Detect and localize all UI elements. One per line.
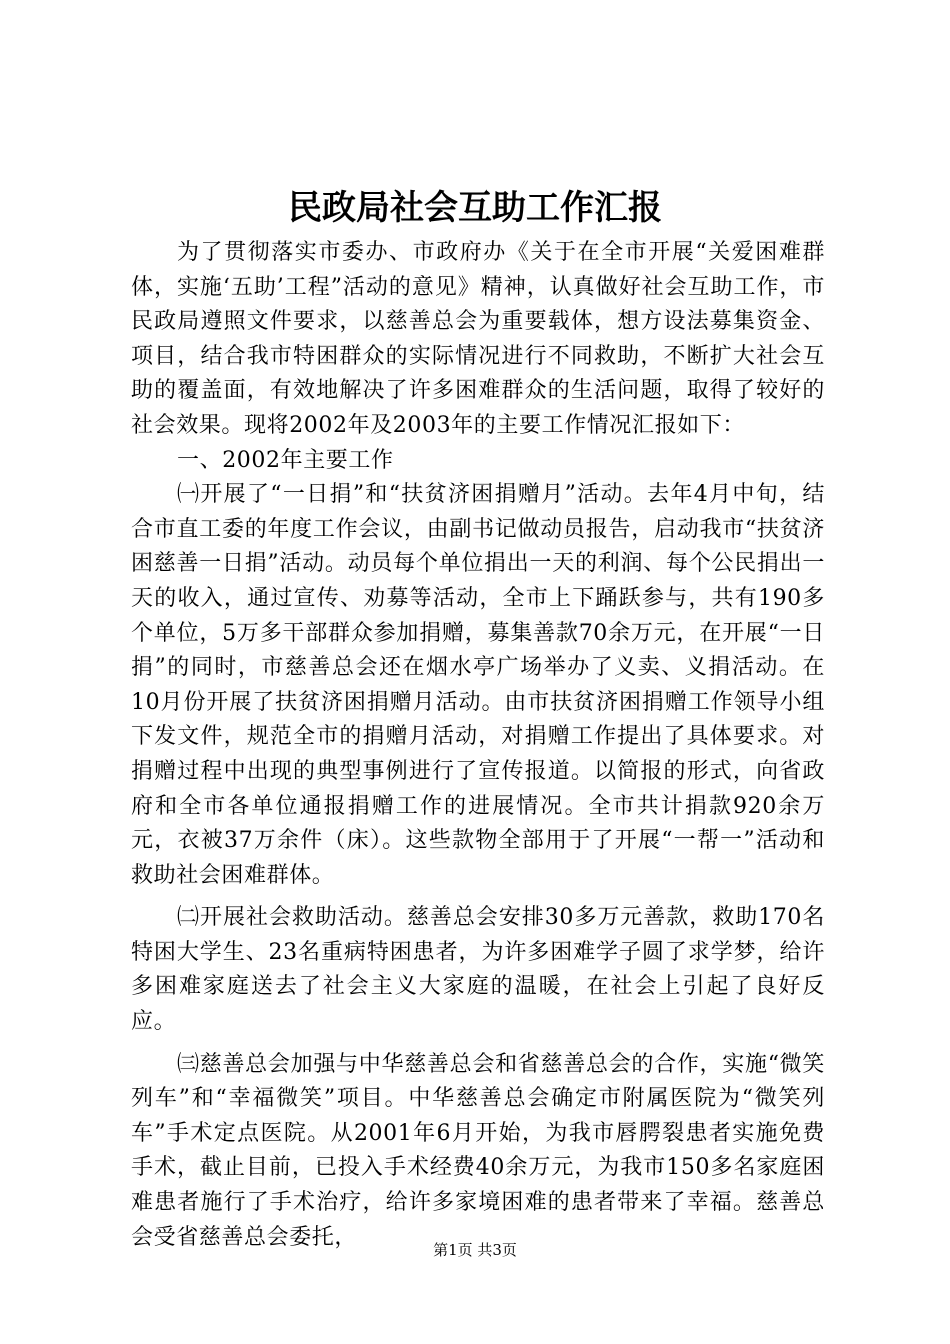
paragraph-1: ㈠开展了“一日捐”和“扶贫济困捐赠月”活动。去年4月中旬，结合市直工委的年度工作会议，由副书记做动员报告，启动我市“扶贫济困慈善一日捐”活动。动员每个单位捐出一天的利润、每个公民捐出一天的收入，通过宣传、劝募等活动，全市上下踊跃参与，共有190多个单位，5万多干部群众参加捐赠，募集善款70余万元，在开展“一日捐”的同时，市慈善总会还在烟水亭广场举办了义卖、义捐活动。在10月份开展了扶贫济困捐赠月活动。由市扶贫济困捐赠工作领导小组下发文件，规范全市的捐赠月活动，对捐赠工作提出了具体要求。对捐赠过程中出现的典型事例进行了宣传报道。以简报的形式，向省政府和全市各单位通报捐赠工作的进展情况。全市共计捐款920余万元，衣被37万余件（床）。这些款物全部用于了开展“一帮一”活动和救助社会困难群体。 xyxy=(131,482,825,888)
page-footer: 第1页 共3页 xyxy=(433,1241,517,1259)
paragraph-gap xyxy=(131,1040,825,1048)
document-body xyxy=(131,236,825,1255)
paragraph-3: ㈢慈善总会加强与中华慈善总会和省慈善总会的合作，实施“微笑列车”和“幸福微笑”项目。中华慈善总会确定市附属医院为“微笑列车”手术定点医院。从2001年6月开始，为我市唇腭裂患者实施免费手术，截止目前，已投入手术经费40余万元，为我市150多名家庭困难患者施行了手术治疗，给许多家境困难的患者带来了幸福。慈善总会受省慈善总会委托， xyxy=(131,1051,825,1250)
paragraph-2: ㈡开展社会救助活动。慈善总会安排30多万元善款，救助170名特困大学生、23名重病特困患者，为许多困难学子圆了求学梦，给许多困难家庭送去了社会主义大家庭的温暖，在社会上引起了良好反应。 xyxy=(131,905,825,1035)
section-heading: 一、2002年主要工作 xyxy=(177,447,394,473)
document-title: 民政局社会互助工作汇报 xyxy=(288,188,662,228)
paragraph-gap xyxy=(131,893,825,901)
intro-paragraph: 为了贯彻落实市委办、市政府办《关于在全市开展“关爱困难群体，实施‘五助’工程”活动的意见》精神，认真做好社会互助工作，市民政局遵照文件要求，以慈善总会为重要载体，想方设法募集资金、项目，结合我市特困群众的实际情况进行不同救助，不断扩大社会互助的覆盖面，有效地解决了许多困难群众的生活问题，取得了较好的社会效果。现将2002年及2003年的主要工作情况汇报如下： xyxy=(131,240,825,438)
